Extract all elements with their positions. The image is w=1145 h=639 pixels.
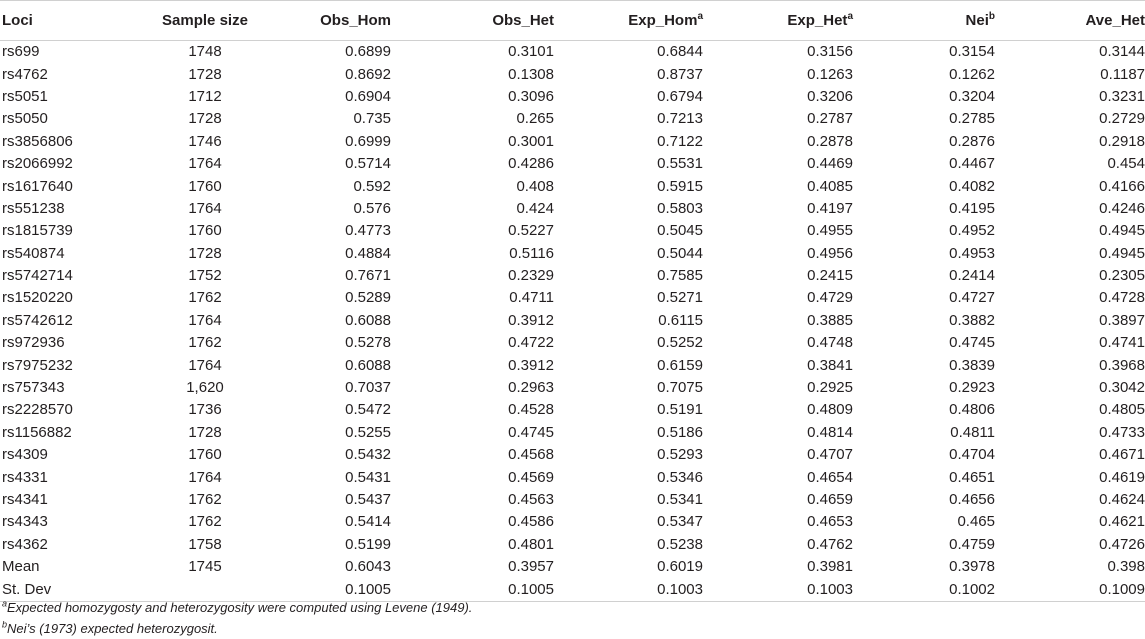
cell-obs-het: 0.1005	[391, 578, 554, 601]
cell-obs-hom: 0.6088	[345, 311, 391, 329]
cell-loci: rs5742714	[2, 267, 73, 285]
cell-obs-het: 0.4722	[508, 334, 554, 352]
cell-exp-hom: 0.5271	[657, 289, 703, 307]
cell-obs-het: 0.3912	[508, 311, 554, 329]
cell-exp-hom: 0.6159	[657, 356, 703, 374]
table-row	[0, 131, 1145, 153]
cell-obs-het: 0.5227	[508, 222, 554, 240]
cell-loci: rs2066992	[2, 155, 73, 173]
cell-sample-size: 1752	[188, 267, 222, 285]
table-row	[0, 63, 1145, 85]
cell-exp-hom: 0.7075	[657, 379, 703, 397]
cell-sample-size: 1728	[188, 423, 222, 441]
table-body	[0, 41, 1145, 602]
cell-exp-hom: 0.1003	[554, 578, 703, 601]
cell-sample-size: 1760	[188, 177, 222, 195]
cell-ave-het: 0.454	[1107, 155, 1145, 173]
cell-loci: rs1156882	[2, 423, 72, 441]
cell-nei: 0.2923	[949, 379, 995, 397]
cell-ave-het: 0.3144	[1099, 43, 1145, 61]
cell-ave-het: 0.398	[1107, 558, 1145, 576]
cell-obs-het: 0.408	[516, 177, 554, 195]
cell-obs-het: 0.3912	[508, 356, 554, 374]
cell-loci: rs4309	[2, 446, 48, 464]
cell-obs-hom: 0.6043	[345, 558, 391, 576]
cell-exp-hom: 0.5252	[657, 334, 703, 352]
cell-ave-het: 0.2918	[1099, 132, 1145, 150]
cell-nei: 0.4811	[950, 423, 995, 441]
footnote-mark-a: a	[697, 11, 703, 22]
cell-exp-hom: 0.5531	[657, 155, 703, 173]
cell-nei: 0.4953	[949, 244, 995, 262]
footnote-b	[2, 621, 218, 636]
cell-loci: rs551238	[2, 199, 65, 217]
cell-sample-size: 1712	[188, 87, 222, 105]
footnote-mark-a: a	[847, 11, 853, 22]
cell-exp-hom: 0.6844	[657, 43, 703, 61]
cell-exp-het: 0.4748	[807, 334, 853, 352]
cell-exp-het: 0.3206	[807, 87, 853, 105]
cell-loci: rs2228570	[2, 401, 73, 419]
cell-ave-het: 0.2729	[1099, 110, 1145, 128]
cell-nei: 0.3882	[949, 311, 995, 329]
cell-obs-hom: 0.5199	[345, 535, 391, 553]
cell-sample-size	[140, 578, 270, 601]
cell-exp-het: 0.3981	[807, 558, 853, 576]
cell-nei: 0.4467	[949, 155, 995, 173]
cell-loci: rs4341	[2, 491, 48, 508]
cell-loci: rs1815739	[2, 222, 73, 240]
cell-loci: rs4331	[2, 468, 48, 486]
cell-exp-het: 0.3841	[807, 356, 853, 374]
cell-exp-hom: 0.8737	[657, 65, 703, 83]
cell-nei: 0.4759	[949, 535, 995, 553]
cell-obs-het: 0.5116	[509, 244, 554, 262]
table-row	[0, 556, 1145, 578]
cell-loci: rs5051	[2, 87, 48, 105]
cell-obs-het: 0.4745	[508, 423, 554, 441]
cell-exp-het: 0.2878	[807, 132, 853, 150]
cell-obs-hom: 0.5414	[345, 513, 391, 531]
cell-sample-size: 1745	[188, 558, 222, 576]
cell-exp-het: 0.4659	[807, 491, 853, 508]
cell-exp-het: 0.4814	[807, 423, 853, 441]
cell-exp-het: 0.4729	[807, 289, 853, 307]
cell-obs-hom: 0.5255	[345, 423, 391, 441]
cell-obs-hom: 0.576	[353, 199, 391, 217]
cell-ave-het: 0.1187	[1100, 65, 1145, 83]
cell-exp-hom: 0.5186	[657, 423, 703, 441]
cell-obs-het: 0.2329	[508, 267, 554, 285]
cell-exp-hom: 0.5915	[657, 177, 703, 195]
cell-exp-hom: 0.6794	[657, 87, 703, 105]
cell-loci: rs7975232	[2, 356, 73, 374]
cell-sample-size: 1764	[188, 311, 222, 329]
cell-obs-het: 0.4569	[508, 468, 554, 486]
table-row	[0, 332, 1145, 354]
cell-loci: rs4343	[2, 513, 48, 531]
cell-obs-hom: 0.5714	[345, 155, 391, 173]
cell-obs-hom: 0.5289	[345, 289, 391, 307]
cell-loci: rs540874	[2, 244, 65, 262]
cell-loci: rs757343	[2, 379, 65, 397]
cell-ave-het: 0.4945	[1099, 222, 1145, 240]
cell-obs-het: 0.4563	[508, 491, 554, 508]
cell-loci: rs5742612	[2, 311, 73, 329]
cell-ave-het: 0.3897	[1099, 311, 1145, 329]
cell-ave-het: 0.4741	[1099, 334, 1145, 352]
cell-loci: rs972936	[2, 334, 65, 352]
footnote-b-text: Nei’s (1973) expected heterozygosit.	[7, 621, 218, 636]
cell-exp-het: 0.2415	[807, 267, 853, 285]
cell-exp-het: 0.4085	[807, 177, 853, 195]
cell-obs-het: 0.3957	[508, 558, 554, 576]
cell-sample-size: 1764	[188, 468, 222, 486]
cell-nei: 0.1002	[853, 578, 995, 601]
cell-exp-het: 0.1003	[703, 578, 853, 601]
header-sample-size: Sample size	[140, 1, 270, 41]
table-row	[0, 41, 1145, 64]
cell-exp-het: 0.3156	[807, 43, 853, 61]
table-row	[0, 243, 1145, 265]
footnote-b-mark: b	[2, 619, 8, 630]
cell-nei: 0.4745	[949, 334, 995, 352]
cell-ave-het: 0.2305	[1099, 267, 1145, 285]
cell-obs-het: 0.2963	[508, 379, 554, 397]
cell-ave-het: 0.4805	[1099, 401, 1145, 419]
cell-ave-het: 0.4945	[1099, 244, 1145, 262]
footnote-a-text: Expected homozygosty and heterozygosity were computed using Levene (1949).	[7, 600, 473, 615]
table-row	[0, 578, 1145, 601]
cell-loci: rs3856806	[2, 132, 73, 150]
table-row	[0, 310, 1145, 332]
cell-nei: 0.2414	[949, 267, 995, 285]
table-row	[0, 198, 1145, 220]
cell-obs-hom: 0.6999	[345, 132, 391, 150]
footnote-mark-b: b	[988, 11, 995, 22]
cell-obs-hom: 0.8692	[345, 65, 391, 83]
cell-sample-size: 1728	[188, 110, 222, 128]
cell-obs-hom: 0.7037	[345, 379, 391, 397]
table-row	[0, 489, 1145, 511]
cell-exp-het: 0.3885	[807, 311, 853, 329]
cell-exp-hom: 0.6019	[657, 558, 703, 576]
cell-exp-hom: 0.7122	[657, 132, 703, 150]
cell-sample-size: 1762	[188, 289, 222, 307]
cell-ave-het: 0.1009	[995, 578, 1145, 601]
cell-sample-size: 1760	[188, 222, 222, 240]
cell-sample-size: 1,620	[186, 379, 224, 397]
cell-nei: 0.2785	[949, 110, 995, 128]
cell-sample-size: 1748	[188, 43, 222, 61]
cell-nei: 0.4704	[949, 446, 995, 464]
table-row	[0, 354, 1145, 376]
cell-nei: 0.4806	[949, 401, 995, 419]
cell-exp-het: 0.4654	[807, 468, 853, 486]
cell-exp-hom: 0.5347	[657, 513, 703, 531]
cell-loci: St. Dev	[0, 578, 140, 601]
cell-obs-hom: 0.5431	[345, 468, 391, 486]
cell-loci: rs5050	[2, 110, 48, 128]
cell-sample-size: 1728	[188, 244, 222, 262]
cell-ave-het: 0.4166	[1099, 177, 1145, 195]
table-row	[0, 220, 1145, 242]
cell-sample-size: 1736	[188, 401, 222, 419]
cell-sample-size: 1762	[188, 334, 222, 352]
cell-obs-het: 0.4586	[508, 513, 554, 531]
cell-ave-het: 0.4246	[1099, 199, 1145, 217]
cell-obs-het: 0.3001	[508, 132, 554, 150]
cell-obs-hom: 0.4773	[345, 222, 391, 240]
cell-nei: 0.465	[957, 513, 995, 531]
cell-exp-hom: 0.5346	[657, 468, 703, 486]
table-row	[0, 534, 1145, 556]
header-nei: Nei$^b$	[853, 1, 995, 41]
cell-exp-het: 0.4956	[807, 244, 853, 262]
cell-ave-het: 0.4621	[1099, 513, 1145, 531]
cell-exp-het: 0.4197	[807, 199, 853, 217]
cell-ave-het: 0.4624	[1099, 491, 1145, 508]
cell-nei: 0.3978	[949, 558, 995, 576]
cell-obs-hom: 0.735	[353, 110, 391, 128]
cell-ave-het: 0.4619	[1099, 468, 1145, 486]
cell-nei: 0.4952	[949, 222, 995, 240]
table-row	[0, 108, 1145, 130]
cell-obs-hom: 0.7671	[345, 267, 391, 285]
cell-nei: 0.4727	[949, 289, 995, 307]
cell-nei: 0.2876	[949, 132, 995, 150]
cell-exp-hom: 0.7585	[657, 267, 703, 285]
cell-obs-hom: 0.4884	[345, 244, 391, 262]
cell-obs-het: 0.3101	[508, 43, 554, 61]
cell-loci: rs1520220	[2, 289, 73, 307]
cell-loci: rs699	[2, 43, 40, 61]
cell-ave-het: 0.3042	[1099, 379, 1145, 397]
cell-sample-size: 1762	[188, 491, 222, 508]
cell-obs-hom: 0.5437	[345, 491, 391, 508]
cell-obs-hom: 0.1005	[270, 578, 391, 601]
cell-obs-het: 0.4286	[508, 155, 554, 173]
cell-obs-hom: 0.592	[353, 177, 391, 195]
cell-obs-het: 0.4568	[508, 446, 554, 464]
cell-sample-size: 1764	[188, 155, 222, 173]
cell-ave-het: 0.4733	[1099, 423, 1145, 441]
cell-nei: 0.3204	[949, 87, 995, 105]
table-row	[0, 444, 1145, 466]
table-row	[0, 377, 1145, 399]
cell-nei: 0.1262	[949, 65, 995, 83]
cell-exp-hom: 0.5803	[657, 199, 703, 217]
header-row	[0, 1, 1145, 41]
cell-exp-het: 0.1263	[807, 65, 853, 83]
cell-obs-het: 0.1308	[508, 65, 554, 83]
table-row	[0, 175, 1145, 197]
cell-obs-hom: 0.6088	[345, 356, 391, 374]
cell-obs-het: 0.265	[516, 110, 554, 128]
cell-loci: rs4762	[2, 65, 48, 83]
header-obs-hom: Obs_Hom	[270, 1, 391, 41]
cell-nei: 0.4195	[949, 199, 995, 217]
cell-exp-hom: 0.5045	[657, 222, 703, 240]
cell-exp-hom: 0.6115	[658, 311, 703, 329]
cell-exp-het: 0.4707	[807, 446, 853, 464]
cell-exp-het: 0.4762	[807, 535, 853, 553]
cell-exp-het: 0.4469	[807, 155, 853, 173]
cell-sample-size: 1728	[188, 65, 222, 83]
cell-nei: 0.3839	[949, 356, 995, 374]
cell-obs-hom: 0.5432	[345, 446, 391, 464]
cell-loci: Mean	[2, 558, 40, 576]
cell-nei: 0.4656	[949, 491, 995, 508]
cell-obs-hom: 0.6899	[345, 43, 391, 61]
cell-exp-hom: 0.5191	[657, 401, 703, 419]
cell-exp-hom: 0.7213	[657, 110, 703, 128]
cell-loci: rs1617640	[2, 177, 73, 195]
cell-exp-het: 0.4809	[807, 401, 853, 419]
cell-obs-hom: 0.6904	[345, 87, 391, 105]
header-exp-hom: Exp_Hom$^a$	[554, 1, 703, 41]
table-row	[0, 466, 1145, 488]
cell-exp-het: 0.4955	[807, 222, 853, 240]
cell-loci: rs4362	[2, 535, 48, 553]
header-obs-het: Obs_Het	[391, 1, 554, 41]
table-row	[0, 86, 1145, 108]
cell-sample-size: 1764	[188, 199, 222, 217]
cell-exp-het: 0.2925	[807, 379, 853, 397]
cell-obs-het: 0.4711	[509, 289, 554, 307]
cell-nei: 0.4651	[949, 468, 995, 486]
cell-exp-hom: 0.5293	[657, 446, 703, 464]
cell-obs-hom: 0.5472	[345, 401, 391, 419]
cell-exp-hom: 0.5044	[657, 244, 703, 262]
cell-exp-hom: 0.5341	[657, 491, 703, 508]
header-loci: Loci	[0, 1, 140, 41]
cell-ave-het: 0.4726	[1099, 535, 1145, 553]
cell-nei: 0.4082	[949, 177, 995, 195]
header-exp-het: Exp_Het$^a$	[703, 1, 853, 41]
table-row	[0, 287, 1145, 309]
cell-obs-het: 0.424	[516, 199, 554, 217]
cell-obs-het: 0.3096	[508, 87, 554, 105]
footnote-a	[2, 600, 472, 615]
cell-obs-het: 0.4528	[508, 401, 554, 419]
cell-nei: 0.3154	[949, 43, 995, 61]
table-row	[0, 265, 1145, 287]
cell-sample-size: 1762	[188, 513, 222, 531]
cell-exp-het: 0.2787	[807, 110, 853, 128]
table-row	[0, 422, 1145, 444]
cell-sample-size: 1758	[188, 535, 222, 553]
cell-exp-het: 0.4653	[807, 513, 853, 531]
cell-ave-het: 0.4728	[1099, 289, 1145, 307]
cell-obs-het: 0.4801	[508, 535, 554, 553]
table-row	[0, 153, 1145, 175]
cell-ave-het: 0.3231	[1099, 87, 1145, 105]
table-row	[0, 511, 1145, 533]
cell-obs-hom: 0.5278	[345, 334, 391, 352]
header-ave-het: Ave_Het	[995, 1, 1145, 41]
cell-sample-size: 1746	[188, 132, 222, 150]
table-row	[0, 399, 1145, 421]
cell-ave-het: 0.4671	[1099, 446, 1145, 464]
cell-exp-hom: 0.5238	[657, 535, 703, 553]
cell-ave-het: 0.3968	[1099, 356, 1145, 374]
footnote-a-mark: a	[2, 598, 8, 609]
cell-sample-size: 1764	[188, 356, 222, 374]
cell-sample-size: 1760	[188, 446, 222, 464]
